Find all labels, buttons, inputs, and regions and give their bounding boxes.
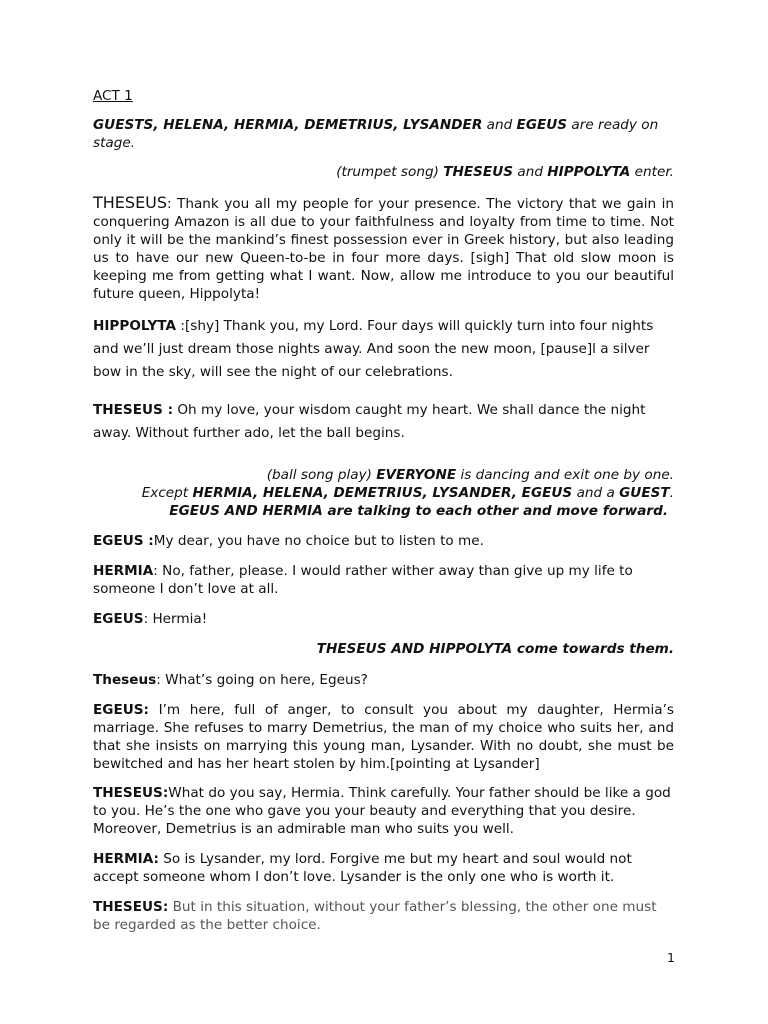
speaker-name: THESEUS bbox=[93, 193, 168, 212]
stage-and-2: and bbox=[517, 164, 543, 180]
speech-text: : What’s going on here, Egeus? bbox=[156, 672, 368, 688]
speaker-name: EGEUS bbox=[93, 611, 144, 627]
speaker-name: THESEUS: bbox=[93, 899, 169, 915]
act-heading bbox=[93, 87, 674, 105]
speech-hermia-2 bbox=[93, 850, 674, 886]
act-heading-text: ACT 1 bbox=[93, 88, 133, 104]
speaker-name: EGEUS: bbox=[93, 702, 149, 718]
stage-names: GUESTS, HELENA, HERMIA, DEMETRIUS, LYSANDER bbox=[93, 117, 483, 133]
speech-egeus-2 bbox=[93, 610, 674, 628]
page-number: 1 bbox=[667, 950, 675, 965]
stage-ball-cue: (ball song play) bbox=[266, 467, 372, 483]
speech-text: : Thank you all my people for your presence. The victory that we gain in conquering Amazon is all due to your faithfulness and loyalty from time to time. Not only it will be the mankind’s finest possession ever in Greek history, but also leading us to have our new Queen-to-be in four more days. [sigh] That old slow moon is keeping me from getting what I want. Now, allow me introduce to you our beautiful future queen, Hippolyta! bbox=[93, 196, 674, 302]
speech-text: I’m here, full of anger, to consult you about my daughter, Hermia’s marriage. She refuses to marry Demetrius, the man of my choice who suits her, and that she insists on marrying this young man, Lysander. With no doubt, she must be bewitched and has her heart stolen by him.[pointing at Lysander] bbox=[93, 702, 674, 772]
speech-egeus-1 bbox=[93, 532, 674, 550]
speech-text: So is Lysander, my lord. Forgive me but my heart and soul would not accept someone whom I don’t love. Lysander is the only one who is worth it. bbox=[93, 851, 632, 885]
stage-egeus: EGEUS bbox=[516, 117, 568, 133]
speech-theseus-4 bbox=[93, 784, 674, 838]
stage-direction-opening bbox=[93, 116, 674, 152]
speech-text: My dear, you have no choice but to listen to me. bbox=[153, 533, 484, 549]
speech-hippolyta-1 bbox=[93, 315, 674, 384]
speech-theseus-3 bbox=[93, 671, 674, 689]
speaker-name: EGEUS : bbox=[93, 533, 154, 549]
speech-text: :[shy] Thank you, my Lord. Four days will quickly turn into four nights and we’ll just dream those nights away. And soon the new moon, [pause]l a silver bow in the sky, will see the night of our celebrations. bbox=[93, 318, 654, 380]
stage-direction-talking bbox=[93, 502, 674, 520]
stage-towards-text: THESEUS AND HIPPOLYTA come towards them. bbox=[316, 641, 674, 657]
speaker-name: Theseus bbox=[93, 672, 157, 688]
speaker-name: HERMIA bbox=[93, 563, 154, 579]
stage-except: Except bbox=[141, 485, 189, 501]
stage-guest: GUEST bbox=[619, 485, 670, 501]
speaker-name: HIPPOLYTA bbox=[93, 318, 177, 334]
stage-direction-enter bbox=[93, 163, 674, 181]
speech-hermia-1 bbox=[93, 562, 674, 598]
stage-enter-rest: enter. bbox=[634, 164, 674, 180]
speech-text: But in this situation, without your father’s blessing, the other one must be regarded as the better choice. bbox=[93, 899, 657, 933]
stage-direction-except bbox=[93, 484, 674, 502]
speech-theseus-2 bbox=[93, 399, 674, 445]
speech-egeus-3 bbox=[93, 701, 674, 773]
stage-theseus: THESEUS bbox=[443, 164, 514, 180]
stage-except-names: HERMIA, HELENA, DEMETRIUS, LYSANDER, EGEUS bbox=[192, 485, 573, 501]
speech-text: : Hermia! bbox=[143, 611, 208, 627]
speaker-name: THESEUS : bbox=[93, 402, 174, 418]
stage-and: and bbox=[486, 117, 513, 133]
speaker-name: HERMIA: bbox=[93, 851, 159, 867]
stage-hippolyta: HIPPOLYTA bbox=[547, 164, 631, 180]
speech-text: What do you say, Hermia. Think carefully. Your father should be like a god to you. He’s the one who gave you your beauty and everything that you desire. Moreover, Demetrius is an admirable man who suits you well. bbox=[93, 785, 671, 837]
stage-cue: (trumpet song) bbox=[336, 164, 439, 180]
stage-except-and: and a bbox=[576, 485, 615, 501]
stage-ball-rest: is dancing and exit one by one. bbox=[460, 467, 674, 483]
speech-text: Oh my love, your wisdom caught my heart. We shall dance the night away. Without further ado, let the ball begins. bbox=[93, 402, 646, 441]
stage-direction-ball bbox=[93, 466, 674, 484]
speech-theseus-1 bbox=[93, 194, 674, 303]
stage-everyone: EVERYONE bbox=[376, 467, 457, 483]
stage-direction-towards bbox=[93, 640, 674, 658]
stage-talking-text: EGEUS AND HERMIA are talking to each other and move forward. bbox=[169, 503, 668, 519]
stage-rest: are ready on stage. bbox=[93, 117, 659, 151]
speaker-name: THESEUS: bbox=[93, 785, 169, 801]
stage-except-end: . bbox=[669, 485, 674, 501]
speech-text: : No, father, please. I would rather wither away than give up my life to someone I don’t love at all. bbox=[93, 563, 633, 597]
speech-theseus-5 bbox=[93, 898, 674, 934]
